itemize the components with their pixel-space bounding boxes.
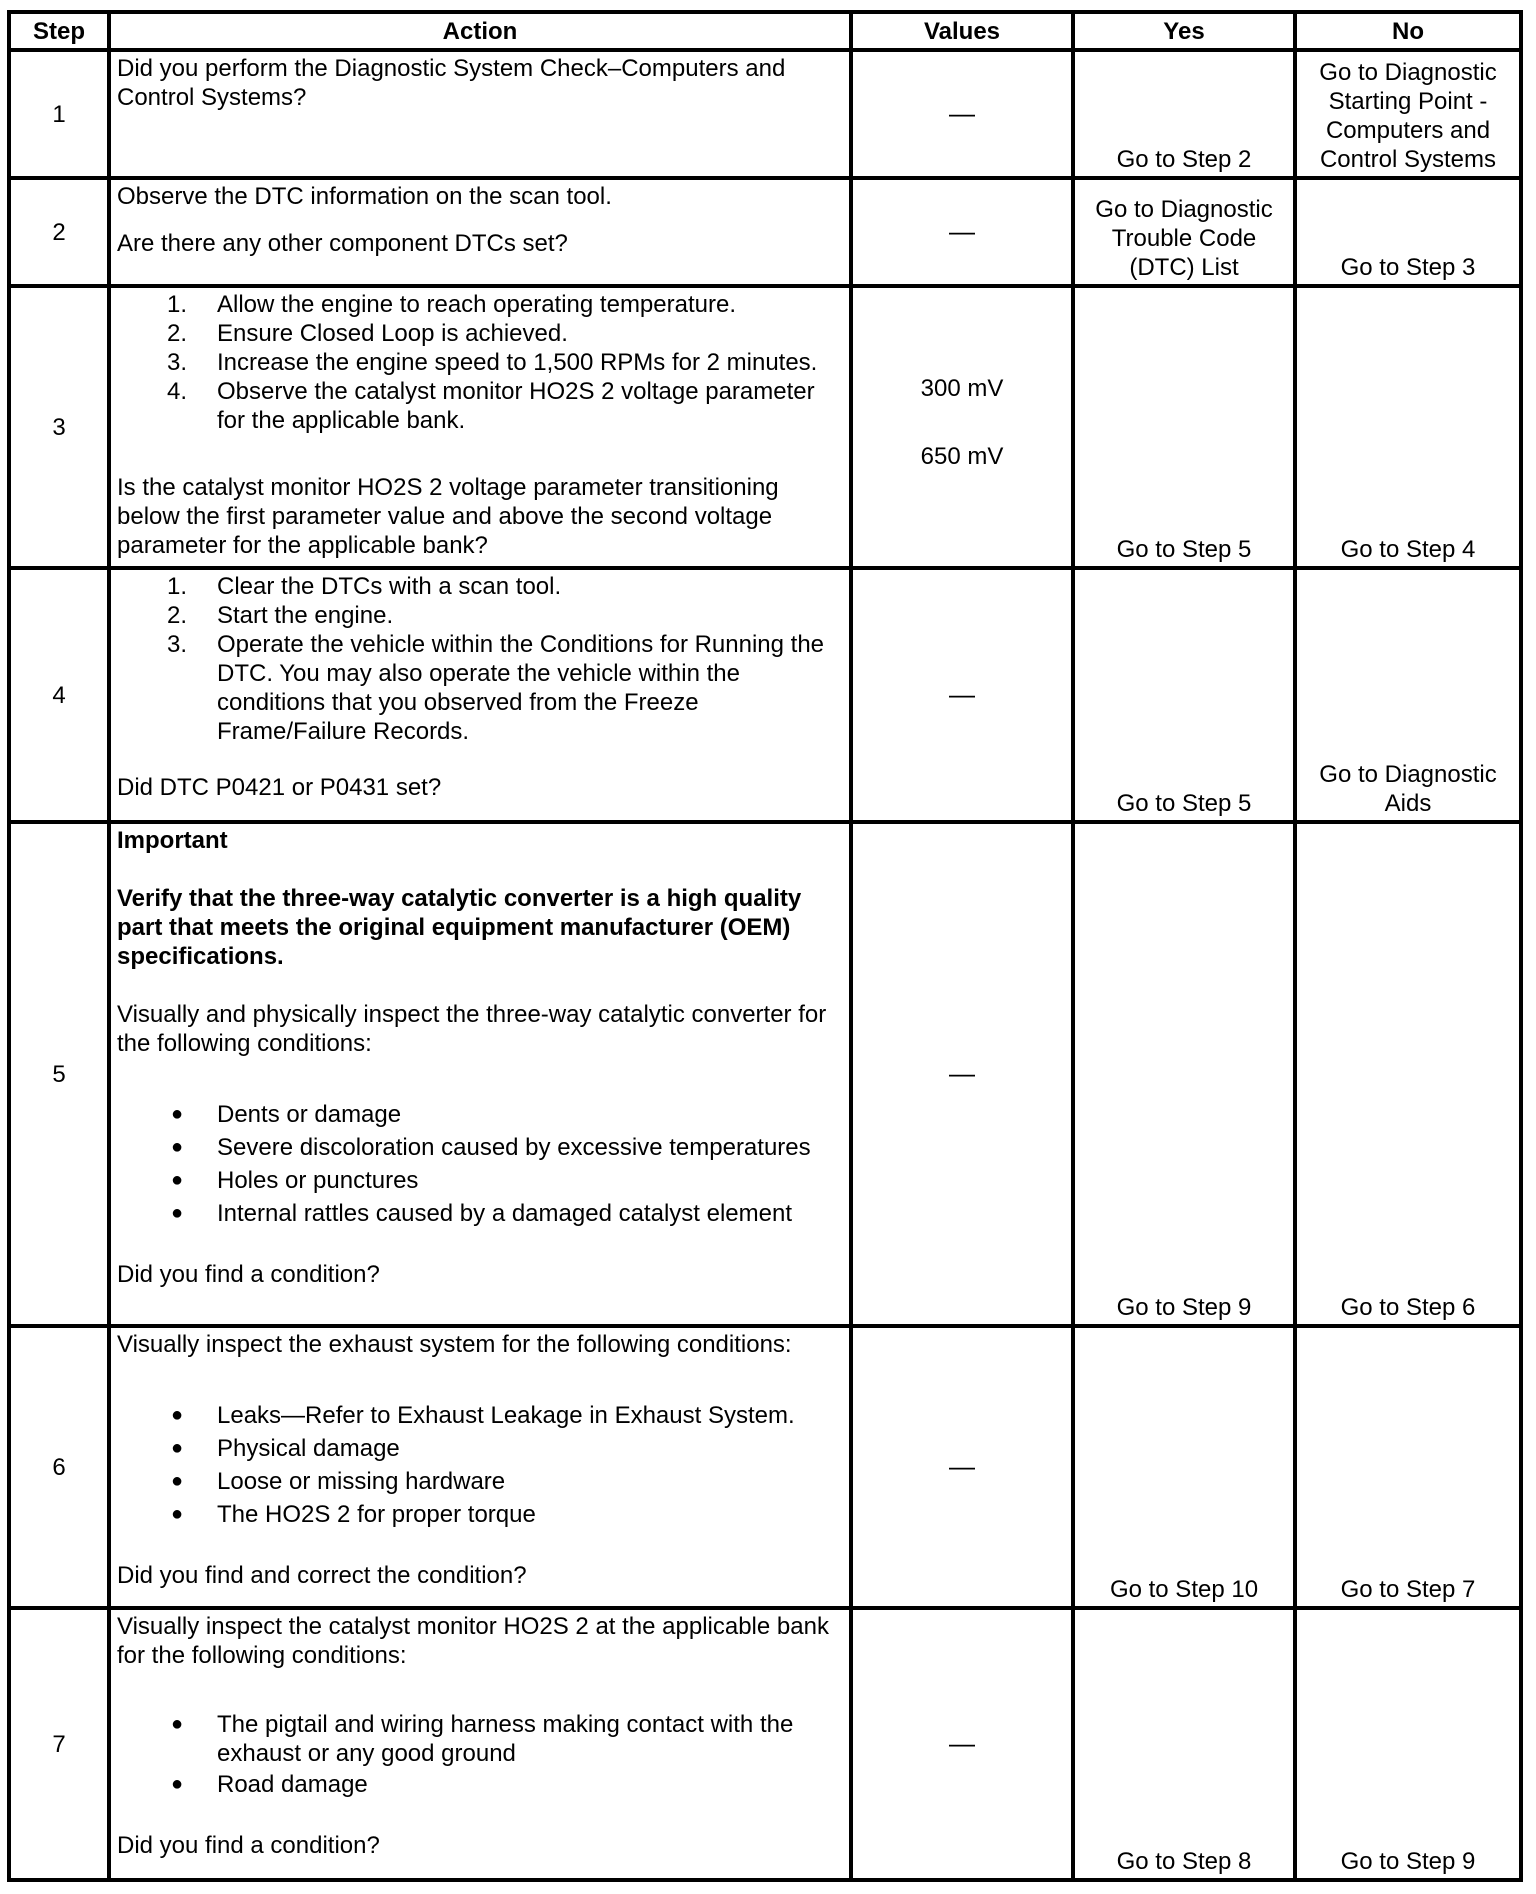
no-line: Computers and	[1325, 117, 1491, 144]
no-cell: Go to Step 3	[1295, 178, 1521, 286]
list-item: 2. Ensure Closed Loop is achieved.	[167, 320, 568, 347]
no-line: Control Systems	[1319, 146, 1497, 173]
intro-text: Observe the DTC information on the scan tool.	[117, 183, 612, 210]
table-row-step-3	[9, 286, 1521, 568]
question-text: Did you find a condition?	[117, 1261, 380, 1288]
value-dash: —	[949, 216, 975, 246]
yes-cell: Go to Step 5	[1073, 286, 1295, 568]
no-line: Go to Diagnostic	[1319, 761, 1497, 788]
list-item: ● Severe discoloration caused by excessive temperatures	[171, 1134, 811, 1161]
diagnostic-table	[7, 10, 1523, 1882]
intro-text: Visually and physically inspect the three-way catalytic converter for the following conditions:	[117, 1001, 827, 1057]
list-item: 2. Start the engine.	[167, 602, 394, 629]
list-item: ● Physical damage	[171, 1435, 400, 1462]
header-yes: Yes	[1073, 12, 1295, 50]
yes-cell: Go to Step 9	[1073, 822, 1295, 1326]
value-dash: —	[949, 1728, 975, 1758]
yes-cell: Go to Step 8	[1073, 1608, 1295, 1880]
value-low: 300 mV	[920, 375, 1004, 402]
header-step: Step	[9, 12, 109, 50]
yes-line: Trouble Code	[1111, 225, 1257, 252]
question-text: Did you find a condition?	[117, 1832, 380, 1859]
question-text: Are there any other component DTCs set?	[117, 230, 568, 257]
list-item: ● Internal rattles caused by a damaged catalyst element	[171, 1200, 792, 1227]
value-cell	[851, 50, 1073, 178]
action-cell	[109, 50, 851, 178]
question-text: Is the catalyst monitor HO2S 2 voltage parameter transitioning below the first parameter value and above the second voltage parameter for the applicable bank?	[117, 474, 779, 559]
list-item: ● Dents or damage	[171, 1101, 402, 1128]
no-line: Go to Diagnostic	[1319, 59, 1497, 86]
no-cell: Go to Step 4	[1295, 286, 1521, 568]
no-cell: Go to Step 9	[1295, 1608, 1521, 1880]
value-cell	[851, 568, 1073, 822]
no-cell	[1295, 568, 1521, 822]
action-cell	[109, 1326, 851, 1608]
no-cell	[1295, 50, 1521, 178]
list-item: ● Holes or punctures	[171, 1167, 419, 1194]
value-cell	[851, 822, 1073, 1326]
intro-text: Visually inspect the exhaust system for the following conditions:	[117, 1331, 792, 1358]
intro-text: Visually inspect the catalyst monitor HO2S 2 at the applicable bank for the following conditions:	[117, 1613, 829, 1669]
value-cell	[851, 178, 1073, 286]
yes-cell: Go to Step 5	[1073, 568, 1295, 822]
yes-line: (DTC) List	[1129, 254, 1239, 281]
yes-line: Go to Diagnostic	[1095, 196, 1273, 223]
value-dash: —	[949, 679, 975, 709]
step-number: 5	[9, 822, 109, 1326]
yes-cell	[1073, 178, 1295, 286]
value-dash: —	[949, 98, 975, 128]
step-number: 1	[9, 50, 109, 178]
value-dash: —	[949, 1451, 975, 1481]
no-line: Starting Point -	[1328, 88, 1488, 115]
bullet-list	[117, 1399, 843, 1531]
yes-cell: Go to Step 2	[1073, 50, 1295, 178]
bullet-list	[117, 1710, 843, 1801]
yes-cell: Go to Step 10	[1073, 1326, 1295, 1608]
bullet-list	[117, 1098, 843, 1230]
table-row-step-5	[9, 822, 1521, 1326]
numbered-list	[117, 572, 843, 746]
value-high: 650 mV	[920, 443, 1004, 470]
question-text: Did you perform the Diagnostic System Check–Computers and Control Systems?	[117, 55, 786, 111]
important-text: Verify that the three-way catalytic converter is a high quality part that meets the original equipment manufacturer (OEM) specifications.	[117, 885, 802, 970]
action-cell	[109, 286, 851, 568]
step-number: 4	[9, 568, 109, 822]
list-item: ● The HO2S 2 for proper torque	[171, 1501, 536, 1528]
no-line: Aids	[1384, 790, 1432, 817]
header-no: No	[1295, 12, 1521, 50]
value-cell	[851, 1326, 1073, 1608]
list-item: ● Road damage	[171, 1771, 368, 1798]
action-cell	[109, 1608, 851, 1880]
action-cell	[109, 178, 851, 286]
value-cell	[851, 1608, 1073, 1880]
table-row-step-7	[9, 1608, 1521, 1880]
numbered-list	[117, 290, 843, 435]
action-cell	[109, 822, 851, 1326]
important-label: Important	[117, 827, 228, 854]
list-item: 1. Clear the DTCs with a scan tool.	[167, 573, 562, 600]
value-cell	[851, 286, 1073, 568]
step-number: 3	[9, 286, 109, 568]
list-item: 4. Observe the catalyst monitor HO2S 2 voltage parameter for the applicable bank.	[167, 378, 815, 434]
list-item: 3. Increase the engine speed to 1,500 RPMs for 2 minutes.	[167, 349, 818, 376]
list-item: ● Loose or missing hardware	[171, 1468, 506, 1495]
header-values: Values	[851, 12, 1073, 50]
no-cell: Go to Step 6	[1295, 822, 1521, 1326]
list-item: 3. Operate the vehicle within the Conditions for Running the DTC. You may also operate the vehicle within the conditions that you observed from the Freeze Frame/Failure Records.	[167, 631, 825, 745]
table-row-step-1	[9, 50, 1521, 178]
list-item: ● Leaks—Refer to Exhaust Leakage in Exhaust System.	[171, 1402, 795, 1429]
value-dash: —	[949, 1058, 975, 1088]
step-number: 6	[9, 1326, 109, 1608]
step-number: 2	[9, 178, 109, 286]
question-text: Did DTC P0421 or P0431 set?	[117, 774, 442, 801]
question-text: Did you find and correct the condition?	[117, 1562, 527, 1589]
header-row	[9, 12, 1521, 50]
no-cell: Go to Step 7	[1295, 1326, 1521, 1608]
header-action: Action	[109, 12, 851, 50]
table-row-step-6	[9, 1326, 1521, 1608]
table-row-step-2	[9, 178, 1521, 286]
list-item: 1. Allow the engine to reach operating temperature.	[167, 291, 736, 318]
list-item: ● The pigtail and wiring harness making contact with the exhaust or any good ground	[171, 1711, 794, 1767]
action-cell	[109, 568, 851, 822]
step-number: 7	[9, 1608, 109, 1880]
table-row-step-4	[9, 568, 1521, 822]
